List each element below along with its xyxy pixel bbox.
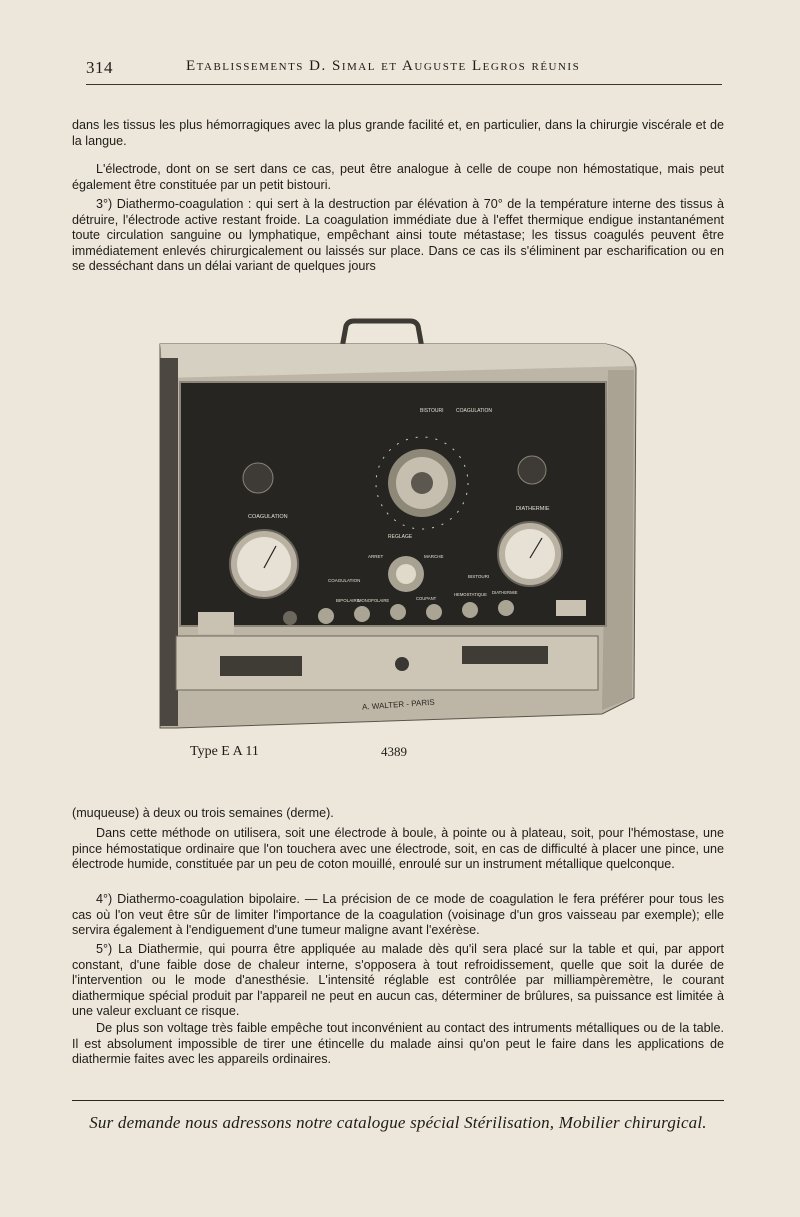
running-title: Etablissements D. Simal et Auguste Legros réunis (186, 58, 581, 74)
label-bistouri-small: BISTOURI (468, 574, 490, 579)
knob (243, 463, 273, 493)
body-paragraph: De plus son voltage très faible empêche tout inconvénient au contact des intruments métalliques ou de la table. Il est absolument impossible de tirer une étincelle du malade ainsi qu'on peut le faire dans les applications de diathermie faites avec les appareils ordinaires. (72, 1021, 724, 1067)
page-header (86, 56, 722, 85)
figure-type-caption: Type E A 11 (190, 744, 259, 759)
body-paragraph: 3°) Diathermo-coagulation : qui sert à la destruction par élévation à 70° de la température interne des tissus à détruire, l'électrode active restant froide. La coagulation immédiate due à l'effet thermique endigue instantanément toute circulation sanguine ou lymphatique, empêchant ainsi toute métastase; les tissus coagulés peuvent être immédiatement enlevés chirurgicalement ou laissés sur place. Dans ce cas ils s'éliminent par escharification ou en se desséchant dans un délai variant de quelques jours (72, 197, 724, 274)
drawer-handle (462, 646, 548, 664)
label-coupant: COUPANT (416, 596, 437, 601)
label-marche: MARCHE (424, 554, 444, 559)
label-diathermie-small: DIATHERMIE (492, 590, 518, 595)
maker-plate: A. WALTER - PARIS (361, 697, 435, 712)
body-paragraph: 4°) Diathermo-coagulation bipolaire. — La précision de ce mode de coagulation le fera préférer pour tous les cas où l'on veut être sûr de limiter l'importance de la coagulation (voisinage d'un gros vaisseau par exemple); elle servira également à l'endiguement d'une tumeur maligne avant l'exérèse. (72, 892, 724, 938)
label-coagulation-top: COAGULATION (456, 408, 493, 414)
drawer-handle (220, 656, 302, 676)
regulation-knob (388, 556, 424, 592)
label-bistouri: BISTOURI (420, 408, 444, 414)
label-coagulation-small: COAGULATION (328, 578, 361, 583)
socket-plate-left (198, 612, 234, 634)
diathermie-meter (498, 522, 562, 586)
coagulation-meter (230, 530, 298, 598)
footer-note: Sur demande nous adressons notre catalogue spécial Stérilisation, Mobilier chirurgical. (89, 1113, 707, 1132)
footer-rule (72, 1100, 724, 1101)
label-coagulation-left: COAGULATION (248, 514, 288, 520)
body-paragraph: Dans cette méthode on utilisera, soit une électrode à boule, à pointe ou à plateau, soit, pour l'hémostase, une pince hémostatique ordinaire que l'on touchera avec une électrode, soit, en cas de difficulté à placer une pince, une électrode humide, constituée par un peu de coton mouillé, enroulé sur un instrument métallique quelconque. (72, 826, 724, 872)
socket-plate-right (556, 600, 586, 616)
figure-number: 4389 (381, 744, 407, 759)
label-monopolaire: MONOPOLAIRE (358, 598, 390, 603)
label-hemostatique: HEMOSTATIQUE (454, 592, 487, 597)
body-paragraph: L'électrode, dont on se sert dans ce cas, peut être analogue à celle de coupe non hémostatique, mais peut également être constituée par un petit bistouri. (72, 162, 724, 192)
body-paragraph: 5°) La Diathermie, qui pourra être appliquée au malade dès qu'il sera placé sur la table et qui, par apport constant, d'une faible dose de chaleur interne, s'opposera à tout refroidissement, quelle que soit la durée de l'intervention ou le mode d'anesthésie. L'intensité réglable est contrôlée par milliampèremètre, le courant diathermique spécial produit par l'appareil ne peut en aucun cas, déterminer de brûlures, sa puissance est limitée à une valeur excluant ce risque. (72, 942, 724, 1019)
label-diathermie: DIATHERMIE (516, 506, 550, 512)
label-arret: ARRET (368, 554, 384, 559)
page-number: 314 (86, 58, 113, 77)
apparatus-photo (156, 318, 646, 734)
label-bipolaire: BIPOLAIRE (336, 598, 360, 603)
knob (518, 456, 546, 484)
label-reglage: REGLAGE (388, 534, 413, 540)
body-paragraph: (muqueuse) à deux ou trois semaines (derme). (72, 806, 334, 820)
drawer-knob (395, 657, 409, 671)
body-paragraph: dans les tissus les plus hémorragiques avec la plus grande facilité et, en particulier, dans la chirurgie viscérale et de la langue. (72, 118, 724, 148)
